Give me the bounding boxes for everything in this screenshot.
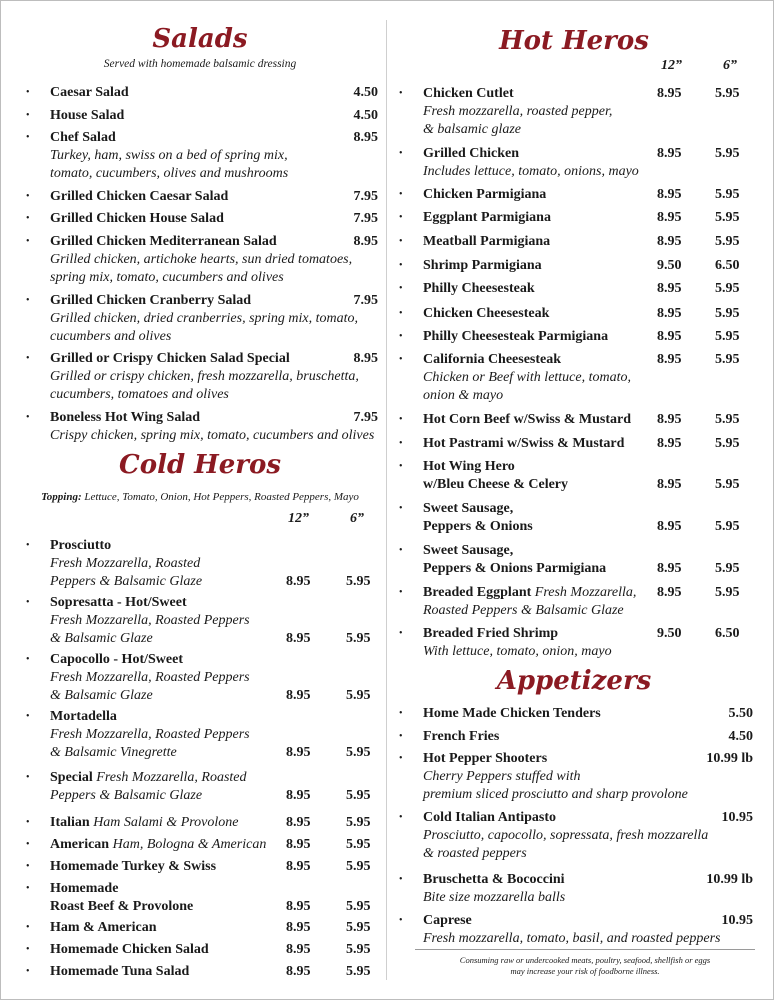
item-price-6: 5.95 <box>346 815 371 830</box>
item-description: Fresh Mozzarella, Roasted <box>50 555 201 571</box>
salads-title: Salads <box>152 24 248 54</box>
item-price-12: 8.95 <box>286 898 311 914</box>
hot-heros-size-6-header: 6” <box>723 58 737 73</box>
item-name: House Salad <box>50 108 125 123</box>
item-price-12: 8.95 <box>286 837 311 852</box>
item-price-12: 8.95 <box>657 146 682 161</box>
item-description: onion & mayo <box>423 387 504 403</box>
item-price: 10.95 <box>721 913 753 928</box>
bullet-icon: • <box>399 874 403 885</box>
item-price-12: 8.95 <box>286 787 311 803</box>
item-description: & roasted peppers <box>423 845 527 861</box>
item-price-12: 8.95 <box>657 518 682 534</box>
item-price: 10.99 lb <box>706 872 753 887</box>
item-name: Chicken Cutlet <box>423 86 514 101</box>
cold-heros-title: Cold Heros <box>119 450 281 480</box>
item-description: Fresh Mozzarella, Roasted Peppers <box>50 726 250 742</box>
item-name: Homemade Tuna Salad <box>50 964 190 979</box>
item-price: 8.95 <box>353 130 378 145</box>
item-name-line-2: Peppers & Onions Parmigiana <box>423 560 607 576</box>
item-description: Grilled or crispy chicken, fresh mozzarella, bruschetta, <box>50 368 359 384</box>
bullet-icon: • <box>26 883 30 894</box>
bullet-icon: • <box>399 812 403 823</box>
bullet-icon: • <box>26 944 30 955</box>
item-price-6: 5.95 <box>346 942 371 957</box>
item-name: French Fries <box>423 729 500 744</box>
bullet-icon: • <box>399 915 403 926</box>
bullet-icon: • <box>399 731 403 742</box>
bullet-icon: • <box>26 540 30 551</box>
item-price-12: 8.95 <box>286 859 311 874</box>
item-description: & Balsamic Glaze <box>50 630 153 646</box>
item-price: 10.95 <box>721 810 753 825</box>
item-inline-description: Ham Salami & Provolone <box>89 815 239 830</box>
item-price-6: 5.95 <box>715 476 740 492</box>
item-price-12: 8.95 <box>286 942 311 957</box>
item-name: Caesar Salad <box>50 85 129 100</box>
item-price-12: 8.95 <box>657 306 682 321</box>
item-price-6: 5.95 <box>715 234 740 249</box>
salads-subtitle: Served with homemade balsamic dressing <box>103 58 297 70</box>
item-name: Shrimp Parmigiana <box>423 258 542 273</box>
item-name: Homemade <box>50 881 119 896</box>
item-description: Crispy chicken, spring mix, tomato, cucumbers and olives <box>50 427 375 443</box>
item-description: & balsamic glaze <box>423 121 521 137</box>
item-inline-description: Ham, Bologna & American <box>109 837 267 852</box>
item-description: Fresh mozzarella, tomato, basil, and roasted peppers <box>423 930 721 946</box>
item-name: Hot Pastrami w/Swiss & Mustard <box>423 436 625 451</box>
item-price-12: 8.95 <box>657 329 682 344</box>
bullet-icon: • <box>26 213 30 224</box>
item-description: Grilled chicken, artichoke hearts, sun dried tomatoes, <box>50 251 353 267</box>
bullet-icon: • <box>399 212 403 223</box>
item-name: Bruschetta & Bococcini <box>423 872 565 887</box>
item-description: & Balsamic Glaze <box>50 687 153 703</box>
item-price-12: 8.95 <box>657 234 682 249</box>
item-price: 7.95 <box>353 189 378 204</box>
item-price-6: 5.95 <box>715 306 740 321</box>
item-price-6: 5.95 <box>715 518 740 534</box>
hot-heros-size-12-header: 12” <box>661 58 682 73</box>
item-description: premium sliced prosciutto and sharp provolone <box>423 786 688 802</box>
column-divider <box>386 20 387 980</box>
item-price: 5.50 <box>728 706 753 721</box>
bullet-icon: • <box>399 260 403 271</box>
item-price: 7.95 <box>353 410 378 425</box>
item-description: Roasted Peppers & Balsamic Glaze <box>423 602 624 618</box>
item-price: 8.95 <box>353 234 378 249</box>
footnote-line-2: may increase your risk of foodborne illness. <box>510 966 660 976</box>
item-price-12: 9.50 <box>657 626 682 641</box>
item-price-12: 8.95 <box>286 744 311 760</box>
item-name-line-2: Peppers & Onions <box>423 518 533 534</box>
item-name: Chicken Cheesesteak <box>423 306 550 321</box>
bullet-icon: • <box>399 461 403 472</box>
item-name: Special Fresh Mozzarella, Roasted <box>50 770 247 785</box>
item-name: Hot Wing Hero <box>423 459 515 474</box>
item-price-6: 5.95 <box>346 573 371 589</box>
item-price-12: 8.95 <box>657 281 682 296</box>
item-description: Includes lettuce, tomato, onions, mayo <box>423 163 639 179</box>
bullet-icon: • <box>399 414 403 425</box>
item-price-12: 8.95 <box>657 585 682 600</box>
item-price-6: 5.95 <box>346 920 371 935</box>
item-name: American Ham, Bologna & American <box>50 837 267 852</box>
item-description: Turkey, ham, swiss on a bed of spring mix, <box>50 147 288 163</box>
item-price-12: 8.95 <box>286 687 311 703</box>
item-name: Philly Cheesesteak <box>423 281 535 296</box>
bullet-icon: • <box>26 110 30 121</box>
item-price: 4.50 <box>353 108 378 123</box>
bullet-icon: • <box>399 283 403 294</box>
item-price-6: 5.95 <box>346 787 371 803</box>
item-price-12: 8.95 <box>286 573 311 589</box>
item-price-6: 5.95 <box>715 210 740 225</box>
item-description: Fresh Mozzarella, Roasted Peppers <box>50 612 250 628</box>
bullet-icon: • <box>26 772 30 783</box>
item-name-line-2: w/Bleu Cheese & Celery <box>423 476 569 492</box>
item-name: Ham & American <box>50 920 157 935</box>
bullet-icon: • <box>26 711 30 722</box>
footnote-line-1: Consuming raw or undercooked meats, poultry, seafood, shellfish or eggs <box>459 955 711 965</box>
item-price-12: 8.95 <box>657 352 682 367</box>
item-price-6: 5.95 <box>346 837 371 852</box>
item-price-6: 5.95 <box>346 964 371 979</box>
appetizers-title: Appetizers <box>496 666 652 696</box>
item-name: Grilled Chicken Caesar Salad <box>50 189 229 204</box>
item-price-6: 5.95 <box>715 352 740 367</box>
cold-heros-size-6-header: 6” <box>350 511 364 526</box>
item-price-12: 8.95 <box>286 815 311 830</box>
item-price-6: 5.95 <box>715 585 740 600</box>
bullet-icon: • <box>26 132 30 143</box>
item-price-12: 8.95 <box>286 630 311 646</box>
bullet-icon: • <box>399 753 403 764</box>
item-name: Grilled Chicken Mediterranean Salad <box>50 234 277 249</box>
item-description: With lettuce, tomato, onion, mayo <box>423 643 612 659</box>
item-price-6: 5.95 <box>715 146 740 161</box>
item-description: & Balsamic Vinegrette <box>50 744 177 760</box>
item-price-6: 5.95 <box>715 436 740 451</box>
item-description: cucumbers and olives <box>50 328 172 344</box>
item-price-12: 8.95 <box>657 436 682 451</box>
item-name: Breaded Eggplant Fresh Mozzarella, <box>423 585 637 600</box>
item-price-12: 8.95 <box>657 560 682 576</box>
item-price-12: 8.95 <box>286 920 311 935</box>
item-price-6: 5.95 <box>715 187 740 202</box>
item-description: Grilled chicken, dried cranberries, spring mix, tomato, <box>50 310 358 326</box>
item-description: Peppers & Balsamic Glaze <box>50 573 203 589</box>
item-name: Breaded Fried Shrimp <box>423 626 559 641</box>
item-name: Eggplant Parmigiana <box>423 210 551 225</box>
item-price-12: 8.95 <box>657 187 682 202</box>
item-price-6: 5.95 <box>715 560 740 576</box>
bullet-icon: • <box>26 295 30 306</box>
item-price-12: 8.95 <box>657 210 682 225</box>
item-price-6: 6.50 <box>715 258 740 273</box>
item-price: 4.50 <box>728 729 753 744</box>
item-name: Chef Salad <box>50 130 116 145</box>
bullet-icon: • <box>399 503 403 514</box>
item-price: 10.99 lb <box>706 751 753 766</box>
bullet-icon: • <box>399 88 403 99</box>
bullet-icon: • <box>399 308 403 319</box>
bullet-icon: • <box>26 87 30 98</box>
bullet-icon: • <box>399 331 403 342</box>
item-price-12: 9.50 <box>657 258 682 273</box>
item-name: Mortadella <box>50 709 117 724</box>
item-name: Philly Cheesesteak Parmigiana <box>423 329 609 344</box>
item-price-12: 8.95 <box>657 412 682 427</box>
item-price: 8.95 <box>353 351 378 366</box>
item-description: Chicken or Beef with lettuce, tomato, <box>423 369 632 385</box>
item-name: Sweet Sausage, <box>423 543 514 558</box>
item-name: Sopresatta - Hot/Sweet <box>50 595 187 610</box>
item-inline-description: Fresh Mozzarella, <box>531 585 637 600</box>
item-name: Home Made Chicken Tenders <box>423 706 601 721</box>
bullet-icon: • <box>26 966 30 977</box>
topping-text: Lettuce, Tomato, Onion, Hot Peppers, Roasted Peppers, Mayo <box>81 491 359 503</box>
bullet-icon: • <box>26 353 30 364</box>
item-price-6: 5.95 <box>715 412 740 427</box>
bullet-icon: • <box>26 412 30 423</box>
item-price: 7.95 <box>353 211 378 226</box>
item-price-6: 6.50 <box>715 626 740 641</box>
item-name: Capocollo - Hot/Sweet <box>50 652 183 667</box>
item-price-6: 5.95 <box>715 86 740 101</box>
item-name: Hot Corn Beef w/Swiss & Mustard <box>423 412 632 427</box>
item-price-6: 5.95 <box>346 687 371 703</box>
item-price: 7.95 <box>353 293 378 308</box>
item-description: Cherry Peppers stuffed with <box>423 768 581 784</box>
item-price-6: 5.95 <box>715 281 740 296</box>
item-description: tomato, cucumbers, olives and mushrooms <box>50 165 289 181</box>
item-inline-description: Fresh Mozzarella, Roasted <box>92 770 247 785</box>
bullet-icon: • <box>399 148 403 159</box>
item-name: Meatball Parmigiana <box>423 234 551 249</box>
bullet-icon: • <box>399 189 403 200</box>
item-name: Prosciutto <box>50 538 112 553</box>
bullet-icon: • <box>26 654 30 665</box>
item-price-6: 5.95 <box>346 898 371 914</box>
item-name: Italian Ham Salami & Provolone <box>50 815 239 830</box>
item-description: cucumbers, tomatoes and olives <box>50 386 229 402</box>
footnote <box>415 955 755 977</box>
item-name: Grilled Chicken Cranberry Salad <box>50 293 252 308</box>
item-price-6: 5.95 <box>346 744 371 760</box>
item-price-12: 8.95 <box>657 86 682 101</box>
bullet-icon: • <box>399 438 403 449</box>
bullet-icon: • <box>399 545 403 556</box>
item-description: Prosciutto, capocollo, sopressata, fresh mozzarella <box>423 827 709 843</box>
item-name: Chicken Parmigiana <box>423 187 547 202</box>
item-name: Grilled Chicken <box>423 146 520 161</box>
item-name: Grilled Chicken House Salad <box>50 211 224 226</box>
item-name: Cold Italian Antipasto <box>423 810 557 825</box>
cold-heros-size-12-header: 12” <box>288 511 309 526</box>
item-name: Grilled or Crispy Chicken Salad Special <box>50 351 290 366</box>
bullet-icon: • <box>399 587 403 598</box>
cold-heros-topping <box>20 491 380 503</box>
item-description: Bite size mozzarella balls <box>423 889 566 905</box>
item-name: Caprese <box>423 913 472 928</box>
bullet-icon: • <box>26 861 30 872</box>
item-description: spring mix, tomato, cucumbers and olives <box>50 269 284 285</box>
item-name: Sweet Sausage, <box>423 501 514 516</box>
item-price-12: 8.95 <box>657 476 682 492</box>
hot-heros-title: Hot Heros <box>499 26 649 56</box>
item-price-6: 5.95 <box>715 329 740 344</box>
bullet-icon: • <box>26 597 30 608</box>
bullet-icon: • <box>399 708 403 719</box>
bullet-icon: • <box>26 191 30 202</box>
bullet-icon: • <box>399 628 403 639</box>
item-price-6: 5.95 <box>346 630 371 646</box>
item-description: Fresh Mozzarella, Roasted Peppers <box>50 669 250 685</box>
item-name: California Cheesesteak <box>423 352 562 367</box>
item-description: Fresh mozzarella, roasted pepper, <box>423 103 613 119</box>
bullet-icon: • <box>26 817 30 828</box>
item-price-12: 8.95 <box>286 964 311 979</box>
footnote-rule <box>415 949 755 950</box>
item-price-6: 5.95 <box>346 859 371 874</box>
bullet-icon: • <box>399 354 403 365</box>
item-name: Hot Pepper Shooters <box>423 751 548 766</box>
bullet-icon: • <box>26 236 30 247</box>
item-name: Homemade Chicken Salad <box>50 942 209 957</box>
item-name: Boneless Hot Wing Salad <box>50 410 201 425</box>
item-description: Peppers & Balsamic Glaze <box>50 787 203 803</box>
bullet-icon: • <box>26 922 30 933</box>
item-name-line-2: Roast Beef & Provolone <box>50 898 194 914</box>
item-price: 4.50 <box>353 85 378 100</box>
bullet-icon: • <box>26 839 30 850</box>
item-name: Homemade Turkey & Swiss <box>50 859 217 874</box>
topping-label: Topping: <box>41 491 82 503</box>
bullet-icon: • <box>399 236 403 247</box>
